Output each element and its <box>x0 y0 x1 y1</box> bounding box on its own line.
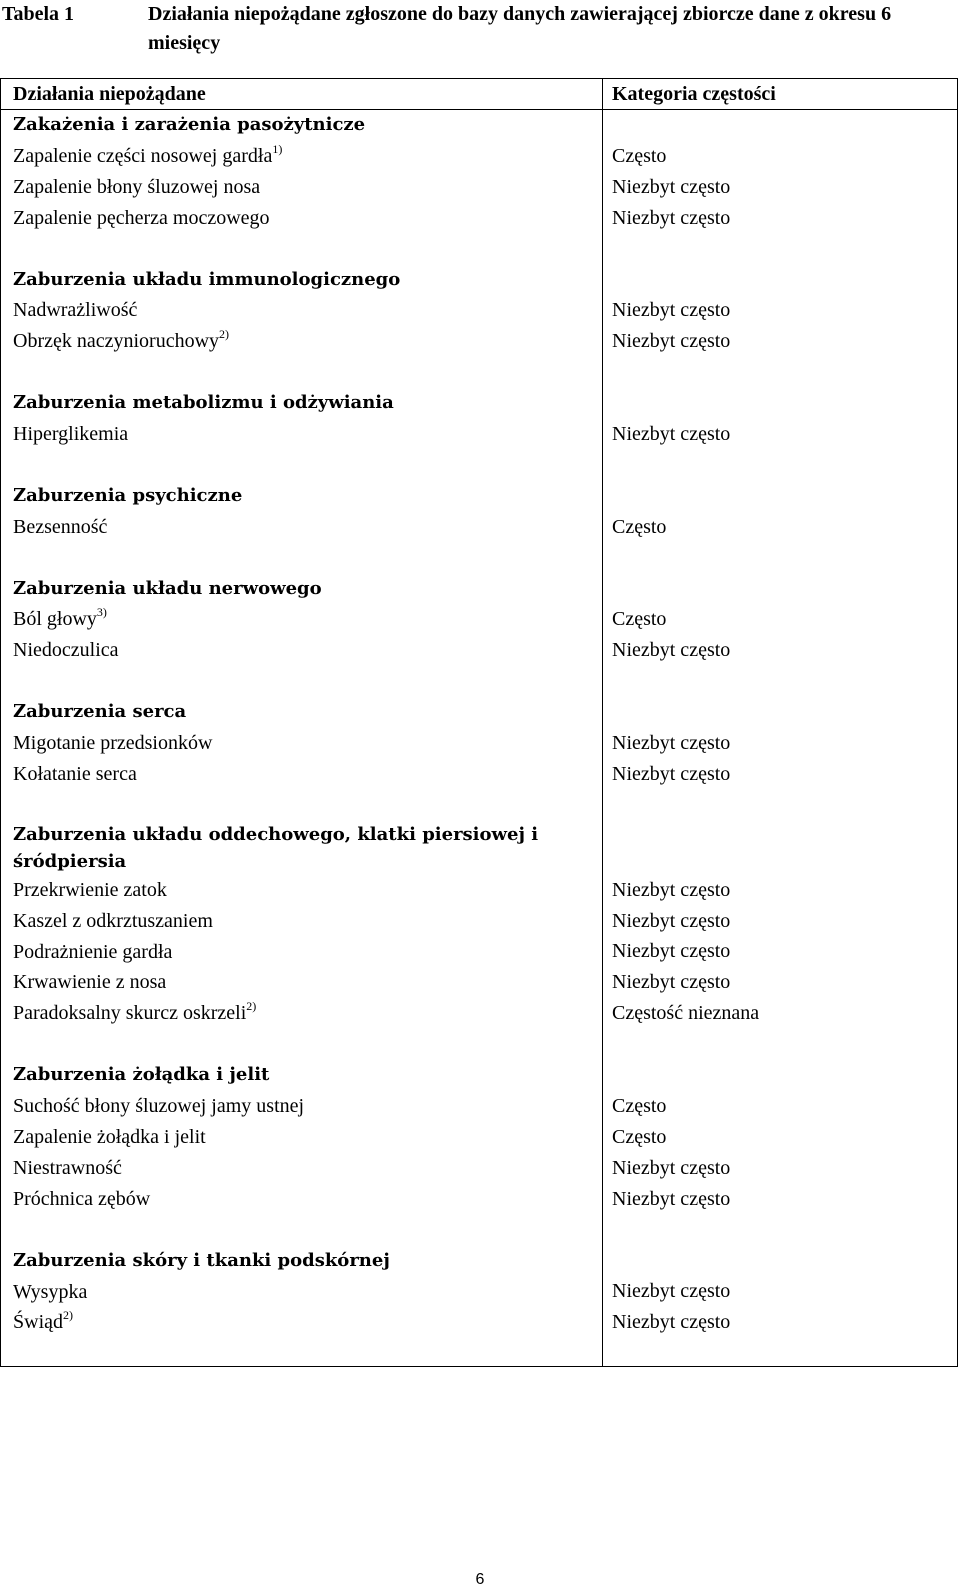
column-divider <box>602 79 603 1366</box>
group-spacer <box>612 666 952 697</box>
header-adverse-reactions: Działania niepożądane <box>13 83 206 105</box>
reaction-name <box>13 1153 598 1184</box>
reaction-name <box>13 1091 598 1122</box>
group-spacer <box>612 543 952 574</box>
reactions-column <box>13 110 598 1338</box>
group-spacer <box>13 666 598 697</box>
reaction-label: Krwawienie z nosa <box>13 971 167 994</box>
group-spacer <box>13 357 598 388</box>
frequency-value: Niezbyt często <box>612 762 731 785</box>
frequency-column <box>612 110 952 1338</box>
category-heading: Zaburzenia żołądka i jelit <box>13 1064 270 1086</box>
reaction-label: Niestrawność <box>13 1156 122 1179</box>
footnote-marker: 1) <box>272 141 283 156</box>
table-number: Tabela 1 <box>2 3 75 25</box>
footnote-marker: 2) <box>246 999 257 1014</box>
group-spacer <box>13 1029 598 1060</box>
frequency-value: Niezbyt często <box>612 1156 731 1179</box>
reaction-label: Zapalenie błony śluzowej nosa <box>13 175 261 198</box>
frequency-value: Niezbyt często <box>612 731 731 754</box>
frequency-value: Niezbyt często <box>612 971 731 994</box>
reaction-label: Nadwrażliwość <box>13 299 138 322</box>
reaction-label: Zapalenie części nosowej gardła <box>13 144 273 167</box>
group-spacer <box>612 1029 952 1060</box>
reaction-label: Próchnica zębów <box>13 1187 151 1210</box>
reaction-label: Suchość błony śluzowej jamy ustnej <box>13 1095 305 1118</box>
category-heading: Zaburzenia układu immunologicznego <box>13 268 401 290</box>
footnote-marker: 2) <box>63 1308 73 1323</box>
reaction-name <box>13 728 598 759</box>
table-title: Działania niepożądane zgłoszone do bazy danych zawierającej zbiorcze dane z okresu 6 miesięcy <box>148 3 892 54</box>
reaction-name <box>13 937 598 968</box>
reaction-name <box>13 512 598 543</box>
frequency-value: Niezbyt często <box>612 639 731 662</box>
category-heading: Zakażenia i zarażenia pasożytnicze <box>13 114 366 135</box>
reaction-name <box>13 998 598 1029</box>
reaction-name <box>13 295 598 326</box>
frequency-value: Często <box>612 515 667 538</box>
reaction-label: Ból głowy <box>13 608 97 631</box>
frequency-value: Niezbyt często <box>612 1187 731 1210</box>
category-spacer <box>612 110 952 141</box>
reaction-label: Paradoksalny skurcz oskrzeli <box>13 1002 247 1025</box>
frequency-value: Niezbyt często <box>612 909 731 932</box>
reaction-name <box>13 419 598 450</box>
group-spacer <box>13 1215 598 1246</box>
page-number: 6 <box>475 1571 485 1588</box>
frequency-value: Niezbyt często <box>612 1280 731 1303</box>
frequency-value: Niezbyt często <box>612 299 731 322</box>
category-heading: Zaburzenia skóry i tkanki podskórnej <box>13 1249 390 1271</box>
reaction-name <box>13 203 598 234</box>
reaction-label: Kaszel z odkrztuszaniem <box>13 909 213 932</box>
reaction-label: Obrzęk naczynioruchowy <box>13 330 220 353</box>
reaction-name <box>13 604 598 635</box>
category-spacer <box>612 265 952 296</box>
footnote-marker: 2) <box>219 327 230 342</box>
frequency-value: Niezbyt często <box>612 1311 731 1334</box>
frequency-value: Niezbyt często <box>612 206 731 229</box>
reaction-name <box>13 635 598 666</box>
category-spacer <box>612 573 952 604</box>
group-spacer <box>612 234 952 265</box>
category-spacer <box>612 1245 952 1276</box>
reaction-name <box>13 906 598 937</box>
group-spacer <box>612 357 952 388</box>
reaction-label: Niedoczulica <box>13 639 119 662</box>
reaction-label: Przekrwienie zatok <box>13 878 167 901</box>
reaction-name <box>13 1122 598 1153</box>
reaction-label: Wysypka <box>13 1280 88 1303</box>
category-spacer <box>612 821 952 875</box>
category-spacer <box>612 1060 952 1091</box>
category-heading: Zaburzenia układu oddechowego, klatki piersiowej i śródpiersia <box>13 823 539 872</box>
reaction-label: Kołatanie serca <box>13 762 137 785</box>
frequency-value: Często <box>612 608 667 631</box>
frequency-value: Niezbyt często <box>612 175 731 198</box>
group-spacer <box>612 790 952 821</box>
category-spacer <box>612 388 952 419</box>
reaction-label: Podrażnienie gardła <box>13 940 173 963</box>
frequency-value: Często <box>612 1125 667 1148</box>
frequency-value: Niezbyt często <box>612 330 731 353</box>
category-heading: Zaburzenia układu nerwowego <box>13 577 322 599</box>
frequency-value: Często <box>612 144 667 167</box>
group-spacer <box>13 543 598 574</box>
category-heading: Zaburzenia serca <box>13 701 187 723</box>
reaction-label: Bezsenność <box>13 515 108 538</box>
header-frequency-category: Kategoria częstości <box>612 83 776 105</box>
category-heading: Zaburzenia metabolizmu i odżywiania <box>13 392 394 414</box>
group-spacer <box>612 450 952 481</box>
reaction-label: Zapalenie pęcherza moczowego <box>13 206 270 229</box>
frequency-value: Niezbyt często <box>612 940 731 963</box>
reaction-name <box>13 172 598 203</box>
category-spacer <box>612 697 952 728</box>
reaction-label: Zapalenie żołądka i jelit <box>13 1125 206 1148</box>
reaction-name <box>13 1277 598 1308</box>
category-spacer <box>612 481 952 512</box>
reaction-name <box>13 326 598 357</box>
reaction-label: Hiperglikemia <box>13 423 129 446</box>
frequency-value: Częstość nieznana <box>612 1002 760 1025</box>
group-spacer <box>13 450 598 481</box>
reaction-name <box>13 875 598 906</box>
reaction-name <box>13 967 598 998</box>
frequency-value: Niezbyt często <box>612 422 731 445</box>
reaction-name <box>13 1184 598 1215</box>
group-spacer <box>13 234 598 265</box>
footnote-marker: 3) <box>96 605 107 620</box>
category-heading: Zaburzenia psychiczne <box>13 484 243 506</box>
frequency-value: Często <box>612 1094 667 1117</box>
reaction-name <box>13 759 598 790</box>
group-spacer <box>13 790 598 821</box>
adverse-reactions-table <box>0 78 958 1367</box>
reaction-label: Migotanie przedsionków <box>13 732 213 755</box>
reaction-name <box>13 1307 598 1338</box>
frequency-value: Niezbyt często <box>612 878 731 901</box>
reaction-label: Świąd <box>13 1311 63 1334</box>
reaction-name <box>13 141 598 172</box>
group-spacer <box>612 1215 952 1246</box>
